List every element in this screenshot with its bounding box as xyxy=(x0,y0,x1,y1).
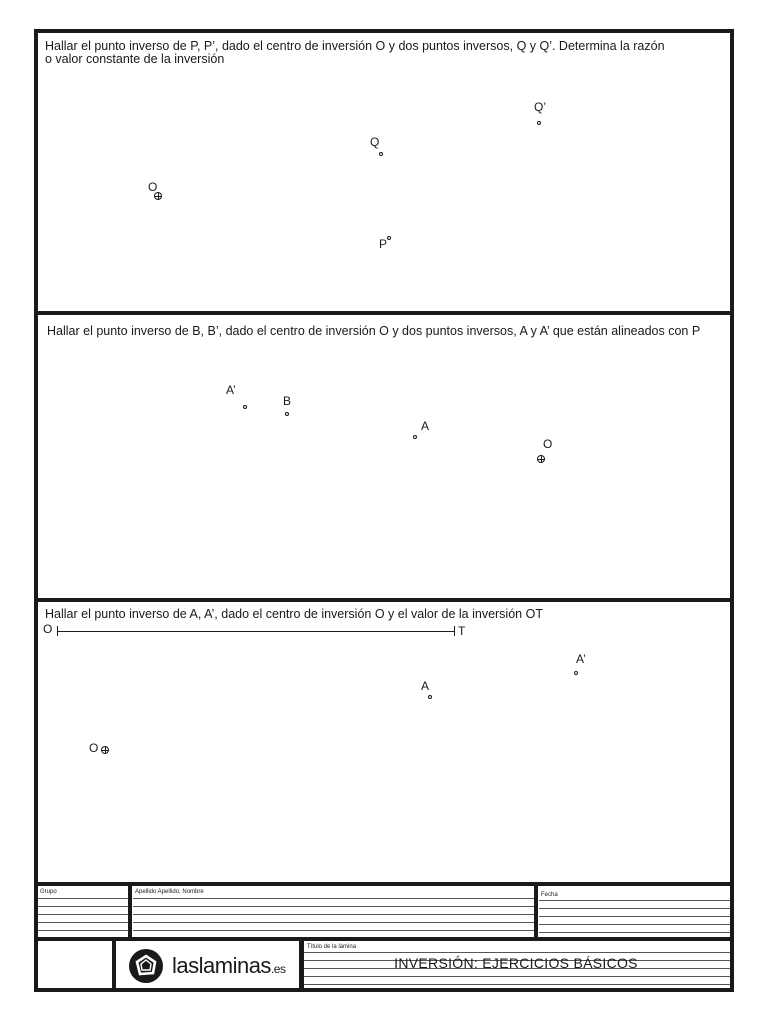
point-p xyxy=(387,236,391,240)
label-a: A xyxy=(421,419,430,433)
segment-ot xyxy=(57,631,454,632)
label-p: P xyxy=(379,237,388,251)
nombre-field[interactable] xyxy=(133,886,534,939)
point-b xyxy=(285,412,289,416)
inversion-center-icon xyxy=(101,746,109,754)
point-a-prime xyxy=(574,671,578,675)
divider xyxy=(112,939,116,990)
grupo-field[interactable] xyxy=(38,886,128,939)
segment-end-tick xyxy=(454,626,455,636)
point-q-prime xyxy=(537,121,541,125)
exercise-panel-3 xyxy=(38,602,730,886)
fecha-field[interactable] xyxy=(539,886,730,939)
inversion-center-icon xyxy=(154,192,162,200)
brand-name xyxy=(172,953,285,979)
segment-label-t: T xyxy=(458,624,466,638)
exercise-2-statement: Hallar el punto inverso de B, B’, dado el centro de inversión O y dos puntos inversos, A y A’ que están alineados con P xyxy=(47,324,701,338)
point-a xyxy=(428,695,432,699)
point-q xyxy=(379,152,383,156)
nombre-label: Apellido Apellido, Nombre xyxy=(135,889,204,895)
label-a-prime: A’ xyxy=(576,652,586,666)
exercise-panel-1 xyxy=(38,33,730,315)
label-b: B xyxy=(283,394,292,408)
divider xyxy=(128,886,132,939)
grupo-label: Grupo xyxy=(40,889,57,895)
laslaminas-logo-icon xyxy=(128,948,164,984)
label-o: O xyxy=(148,180,158,194)
fecha-label: Fecha xyxy=(541,892,558,898)
title-block-fields xyxy=(38,886,730,939)
point-a xyxy=(413,435,417,439)
exercise-1-statement: Hallar el punto inverso de P, P’, dado el centro de inversión O y dos puntos inversos, Q y Q’. Determina la razón o valor constante de la inversión xyxy=(45,39,665,66)
exercise-3-statement: Hallar el punto inverso de A, A’, dado el centro de inversión O y el valor de la inversión OT xyxy=(45,607,543,621)
inversion-center-icon xyxy=(537,455,545,463)
label-q: Q xyxy=(370,135,380,149)
label-a: A xyxy=(421,679,430,693)
exercise-panel-2 xyxy=(38,315,730,602)
label-o: O xyxy=(89,741,99,755)
segment-label-o: O xyxy=(43,622,53,636)
label-q-prime: Q’ xyxy=(534,100,546,114)
label-o: O xyxy=(543,437,553,451)
brand-main: laslaminas xyxy=(172,953,271,978)
label-a-prime: A’ xyxy=(226,383,236,397)
sheet-title-label: Título de la lámina xyxy=(307,944,357,950)
point-a-prime xyxy=(243,405,247,409)
sheet-title: INVERSIÓN: EJERCICIOS BÁSICOS xyxy=(394,955,638,971)
brand-suffix: .es xyxy=(270,962,286,976)
divider xyxy=(534,886,538,939)
